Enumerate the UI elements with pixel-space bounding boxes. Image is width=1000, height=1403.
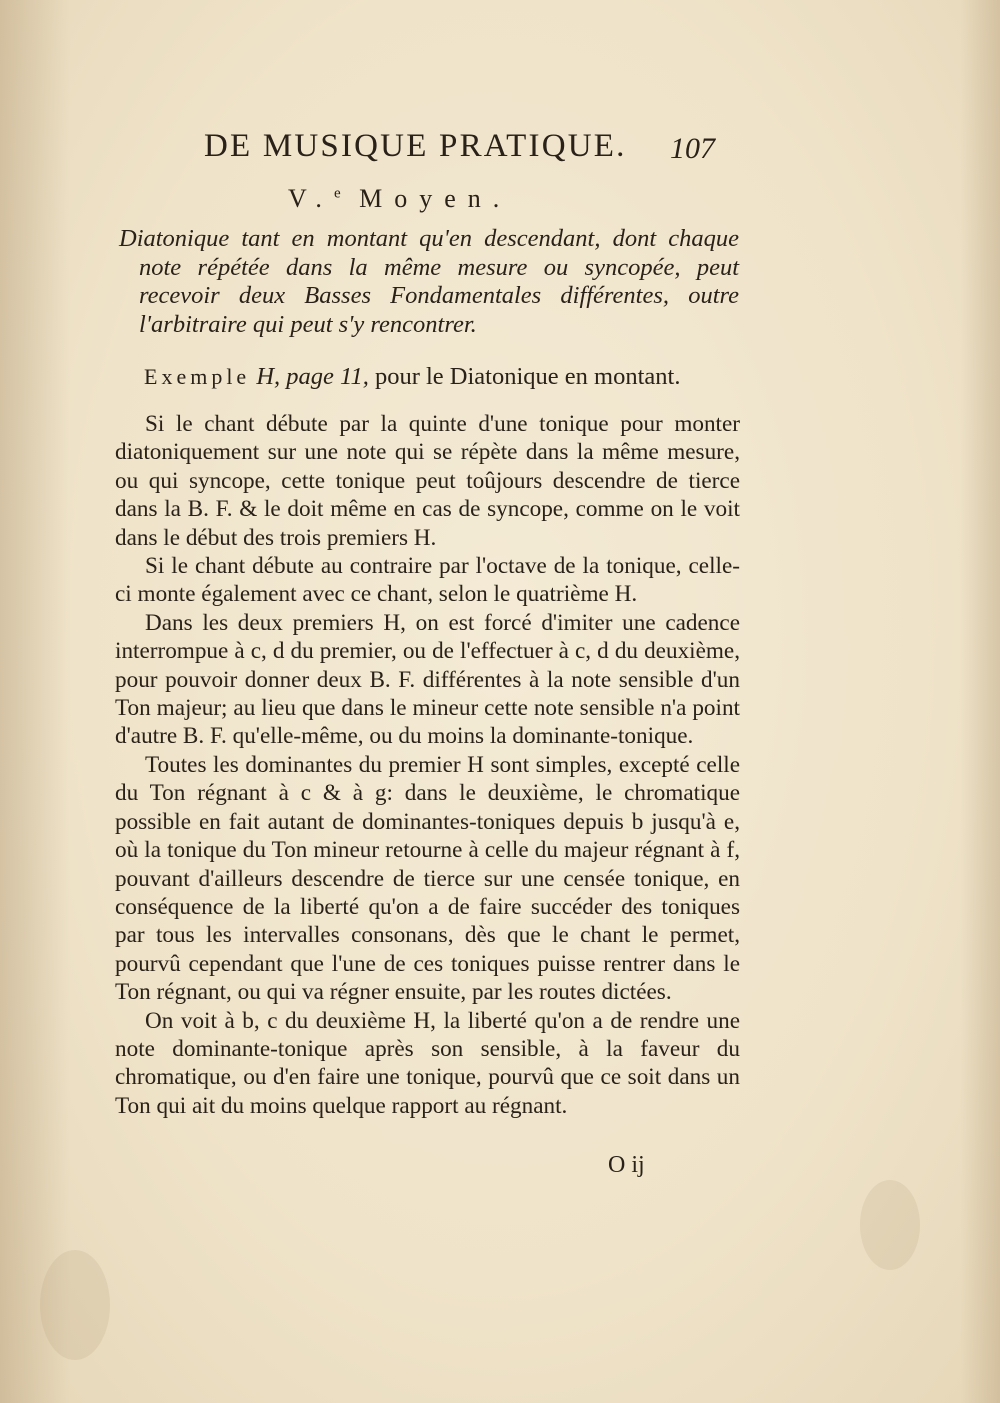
page-number: 107	[670, 132, 715, 165]
example-reference: H, page 11,	[256, 363, 369, 390]
signature-mark: O ij	[608, 1152, 645, 1178]
example-line	[144, 363, 680, 391]
section-heading	[288, 184, 511, 214]
section-number-suffix: e	[333, 185, 341, 202]
paper-stain	[860, 1180, 920, 1270]
section-word: Moyen.	[359, 184, 512, 213]
page-shadow-right	[960, 0, 1000, 1403]
paragraph: Dans les deux premiers H, on est forcé d'imiter une cadence interrompue à c, d du premier, ou de l'effectuer à c, d du deuxième, pour pouvoir donner deux B. F. différentes à la note sensible d'un Ton majeur; au lieu que dans le mineur cette note sensible n'a point d'autre B. F. qu'elle-même, ou du moins la dominante-tonique.	[115, 609, 740, 750]
paragraph: Si le chant débute par la quinte d'une tonique pour monter diatoniquement sur une note qui se répète dans la même mesure, ou qui syncope, cette tonique peut toûjours descendre de tierce dans la B. F. & le doit même en cas de syncope, comme on le voit dans le début des trois premiers H.	[115, 411, 740, 551]
paragraph: On voit à b, c du deuxième H, la liberté qu'on a de rendre une note dominante-tonique après son sensible, à la faveur du chromatique, ou d'en faire une tonique, pourvû que ce soit dans un Ton qui ait du moins quelque rapport au régnant.	[115, 1007, 740, 1119]
paper-stain	[40, 1250, 110, 1360]
paragraph: Si le chant débute au contraire par l'octave de la tonique, celle-ci monte également avec ce chant, selon le quatrième H.	[115, 553, 740, 608]
example-text: pour le Diatonique en montant.	[374, 363, 681, 390]
paragraph: Toutes les dominantes du premier H sont simples, excepté celle du Ton régnant à c & à g: dans le deuxième, le chromatique possible en fait autant de dominantes-toniques depuis b jusqu'à e, où la tonique du Ton mineur retourne à celle du majeur régnant à f, pouvant d'ailleurs descendre de tierce sur une censée tonique, en conséquence de la liberté qu'on a de faire succéder des toniques par tous les intervalles consonans, dès que le chant le permet, pourvû cependant que l'une de ces toniques puisse rentrer dans le Ton régnant, ou qui va régner ensuite, par les routes dictées.	[115, 751, 740, 1006]
rule-statement	[119, 225, 739, 339]
running-head	[200, 128, 760, 172]
body-text	[115, 410, 740, 1120]
section-number: V.	[288, 184, 334, 213]
rule-text: Diatonique tant en montant qu'en descendant, dont chaque note répétée dans la même mesure ou syncopée, peut recevoir deux Basses Fondamentales différentes, outre l'arbitraire qui peut s'y rencontrer.	[119, 225, 739, 338]
example-label: Exemple	[144, 364, 251, 389]
running-title: DE MUSIQUE PRATIQUE.	[204, 128, 627, 164]
page-shadow-left	[0, 0, 70, 1403]
